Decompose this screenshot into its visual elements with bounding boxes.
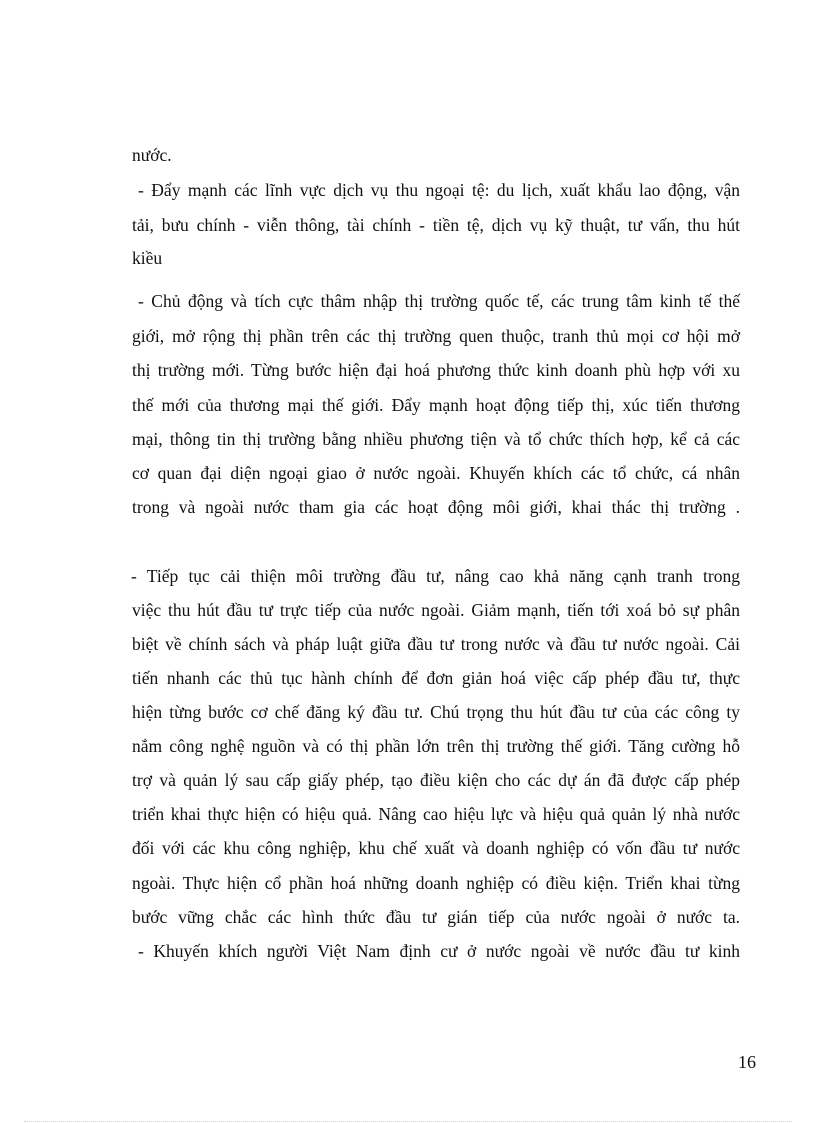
text-line: thế mới của thương mại thế giới. Đẩy mạnh hoạt động tiếp thị, xúc tiến thương <box>132 395 740 415</box>
text-line: ngoài. Thực hiện cổ phần hoá những doanh nghiệp có điều kiện. Triển khai từng <box>132 873 740 893</box>
text-line: tải, bưu chính - viễn thông, tài chính - tiền tệ, dịch vụ kỹ thuật, tư vấn, thu hút <box>132 215 740 235</box>
text-line: bước vững chắc các hình thức đầu tư gián tiếp của nước ngoài ở nước ta. <box>132 907 740 927</box>
text-line: đối với các khu công nghiệp, khu chế xuất và doanh nghiệp có vốn đầu tư nước <box>132 838 740 858</box>
text-line: - Đẩy mạnh các lĩnh vực dịch vụ thu ngoại tệ: du lịch, xuất khẩu lao động, vận <box>138 180 740 200</box>
text-line: nước. <box>132 145 172 165</box>
text-line: triển khai thực hiện có hiệu quả. Nâng cao hiệu lực và hiệu quả quản lý nhà nước <box>132 804 740 824</box>
text-line: hiện từng bước cơ chế đăng ký đầu tư. Chú trọng thu hút đầu tư của các công ty <box>132 702 740 722</box>
text-line: - Khuyến khích người Việt Nam định cư ở nước ngoài về nước đầu tư kinh <box>138 941 740 961</box>
page-bottom-divider <box>24 1121 792 1122</box>
text-line: nắm công nghệ nguồn và có thị phần lớn trên thị trường thế giới. Tăng cường hỗ <box>132 736 740 756</box>
text-line: biệt về chính sách và pháp luật giữa đầu tư trong nước và đầu tư nước ngoài. Cải <box>132 634 740 654</box>
text-line: thị trường mới. Từng bước hiện đại hoá phương thức kinh doanh phù hợp với xu <box>132 360 740 380</box>
text-line: - Chủ động và tích cực thâm nhập thị trường quốc tế, các trung tâm kinh tế thế <box>138 291 740 311</box>
text-line: tiến nhanh các thủ tục hành chính để đơn giản hoá việc cấp phép đầu tư, thực <box>132 668 740 688</box>
text-line: cơ quan đại diện ngoại giao ở nước ngoài. Khuyến khích các tổ chức, cá nhân <box>132 463 740 483</box>
text-line: trong và ngoài nước tham gia các hoạt động môi giới, khai thác thị trường . <box>132 497 740 517</box>
text-line: việc thu hút đầu tư trực tiếp của nước ngoài. Giảm mạnh, tiến tới xoá bỏ sự phân <box>132 600 740 620</box>
text-line: giới, mở rộng thị phần trên các thị trường quen thuộc, tranh thủ mọi cơ hội mở <box>132 326 740 346</box>
page-number: 16 <box>738 1052 756 1072</box>
text-line: trợ và quản lý sau cấp giấy phép, tạo điều kiện cho các dự án đã được cấp phép <box>132 770 740 790</box>
text-line: - Tiếp tục cải thiện môi trường đầu tư, nâng cao khả năng cạnh tranh trong <box>131 566 740 586</box>
text-line: mại, thông tin thị trường bằng nhiều phương tiện và tổ chức thích hợp, kể cả các <box>132 429 740 449</box>
text-line: kiều <box>132 248 163 268</box>
